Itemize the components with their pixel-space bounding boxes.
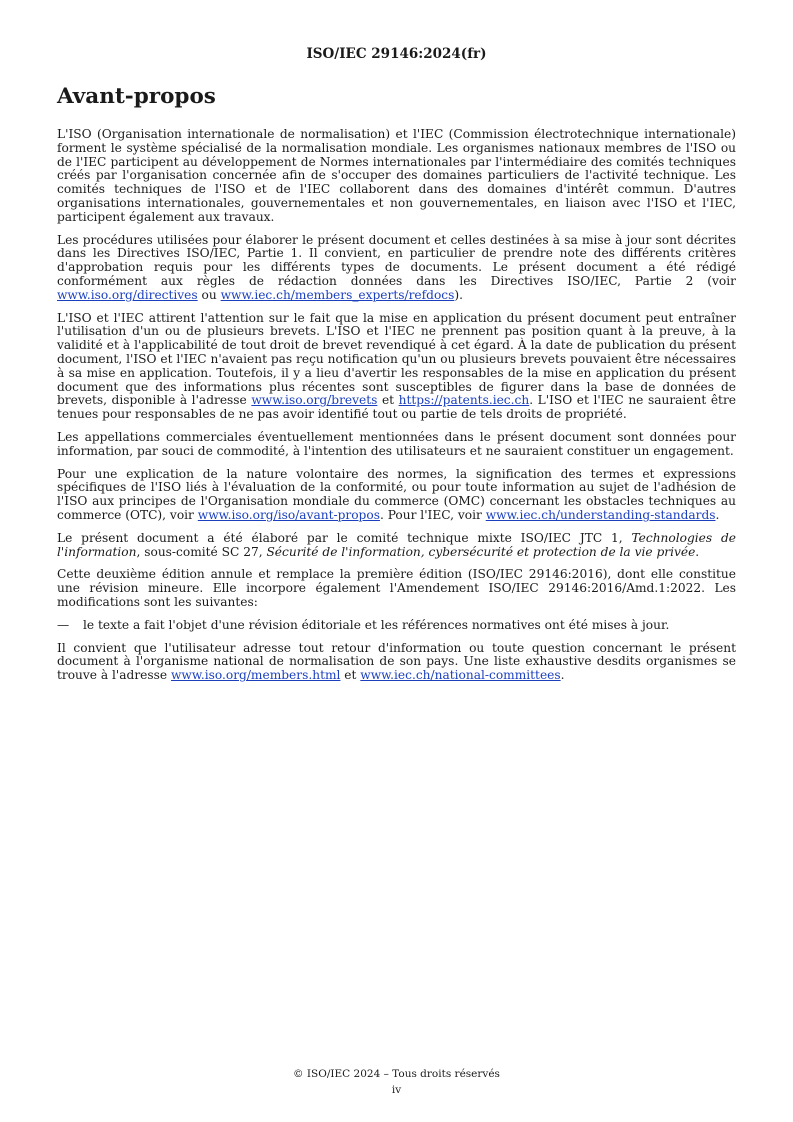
document-body bbox=[57, 128, 736, 692]
document-id-header: ISO/IEC 29146:2024(fr) bbox=[306, 46, 487, 62]
copyright-notice: © ISO/IEC 2024 – Tous droits réservés bbox=[293, 1068, 500, 1080]
paragraph-edition: Cette deuxième édition annule et remplace la première édition (ISO/IEC 29146:2016), dont elle constitue une révision mineure. Elle incorpore également l'Amendement ISO/IEC 29146:2016/Amd.1:2022. Les modifications sont les suivantes: bbox=[57, 567, 736, 609]
committee-title: Technologies de l'information bbox=[57, 530, 737, 559]
text-span: . bbox=[695, 544, 700, 559]
page-number: iv bbox=[391, 1084, 402, 1096]
paragraph-patents bbox=[57, 312, 736, 422]
link-iec-national-committees[interactable]: www.iec.ch/national-committees bbox=[360, 668, 561, 683]
paragraph-iso-iec-intro: L'ISO (Organisation internationale de normalisation) et l'IEC (Commission électrotechnique internationale) forment le système spécialisé de la normalisation mondiale. Les organismes nationaux membres de l'ISO ou de l'IEC participent au développement de Normes internationales par l'intermédiaire des comités techniques créés par l'organisation concernée afin de s'occuper des domaines particuliers de l'activité technique. Les comités techniques de l'ISO et de l'IEC collaborent dans des domaines d'intérêt commun. D'autres organisations internationales, gouvernementales et non gouvernementales, en liaison avec l'ISO et l'IEC, participent également aux travaux. bbox=[57, 127, 736, 224]
text-span: , sous-comité SC 27, bbox=[136, 544, 267, 559]
text-span: . L'ISO et l'IEC ne sauraient être tenues pour responsables de ne pas avoir identifié tout ou partie de tels droits de propriété. bbox=[57, 393, 736, 422]
list-item bbox=[57, 619, 736, 633]
paragraph-trade-names: Les appellations commerciales éventuellement mentionnées dans le présent document sont données pour information, par souci de commodité, à l'intention des utilisateurs et ne sauraient constituer un engagement. bbox=[57, 429, 736, 458]
text-span: . Pour l'IEC, voir bbox=[379, 507, 486, 522]
paragraph-committee bbox=[57, 532, 736, 560]
text-span: Il convient que l'utilisateur adresse tout retour d'information ou toute question concernant le présent document à l'organisme national de normalisation de son pays. Une liste exhaustive desdits organismes se trouve à l'adresse bbox=[57, 640, 736, 683]
text-span: ). bbox=[454, 287, 464, 302]
text-span: Le présent document a été élaboré par le comité technique mixte ISO/IEC JTC 1, bbox=[57, 530, 632, 545]
paragraph-feedback bbox=[57, 642, 736, 683]
link-iso-directives[interactable]: www.iso.org/directives bbox=[57, 287, 198, 302]
text-span: et bbox=[377, 393, 399, 408]
text-span: et bbox=[340, 668, 361, 683]
link-iso-members[interactable]: www.iso.org/members.html bbox=[170, 668, 341, 683]
text-span: Les procédures utilisées pour élaborer le présent document et celles destinées à sa mise à jour sont décrites dans les Directives ISO/IEC, Partie 1. Il convient, en particulier de prendre note des différents critères d'approbation requis pour les différents types de documents. Le présent document a été rédigé conformément aux règles de rédaction données dans les Directives ISO/IEC, Partie 2 (voir bbox=[57, 232, 736, 288]
list-item-text: le texte a fait l'objet d'une révision éditoriale et les références normatives ont été mises à jour. bbox=[83, 617, 670, 632]
dash-bullet: — bbox=[57, 617, 70, 632]
page-footer bbox=[0, 1066, 793, 1098]
text-span: . bbox=[715, 507, 720, 522]
paragraph-procedures bbox=[57, 234, 736, 303]
subcommittee-title: Sécurité de l'information, cybersécurité et protection de la vie privée bbox=[266, 544, 696, 559]
link-iec-refdocs[interactable]: www.iec.ch/members_experts/refdocs bbox=[220, 287, 455, 302]
link-iec-patents[interactable]: https://patents.iec.ch bbox=[398, 393, 530, 408]
section-title: Avant-propos bbox=[57, 84, 216, 109]
paragraph-voluntary-nature bbox=[57, 468, 736, 523]
text-span: . bbox=[560, 668, 565, 683]
link-iec-understanding-standards[interactable]: www.iec.ch/understanding-standards bbox=[485, 507, 716, 522]
link-iso-brevets[interactable]: www.iso.org/brevets bbox=[251, 393, 378, 408]
text-span: Pour une explication de la nature volontaire des normes, la signification des termes et expressions spécifiques de l'ISO liés à l'évaluation de la conformité, ou pour toute information au sujet de l'adhésion de l'ISO aux principes de l'Organisation mondiale du commerce (OMC) concernant les obstacles techniques au commerce (OTC), voir bbox=[57, 466, 736, 522]
link-iso-avant-propos[interactable]: www.iso.org/iso/avant-propos bbox=[197, 507, 380, 522]
text-span: ou bbox=[197, 287, 221, 302]
text-span: L'ISO et l'IEC attirent l'attention sur le fait que la mise en application du présent document peut entraîner l'utilisation d'un ou de plusieurs brevets. L'ISO et l'IEC ne prennent pas position quant à la preuve, à la validité et à l'applicabilité de tout droit de brevet revendiqué à cet égard. À la date de publication du présent document, l'ISO et l'IEC n'avaient pas reçu notification qu'un ou plusieurs brevets pouvaient être nécessaires à sa mise en application. Toutefois, il y a lieu d'avertir les responsables de la mise en application du présent document que des informations plus récentes sont susceptibles de figurer dans la base de données de brevets, disponible à l'adresse bbox=[57, 310, 736, 408]
